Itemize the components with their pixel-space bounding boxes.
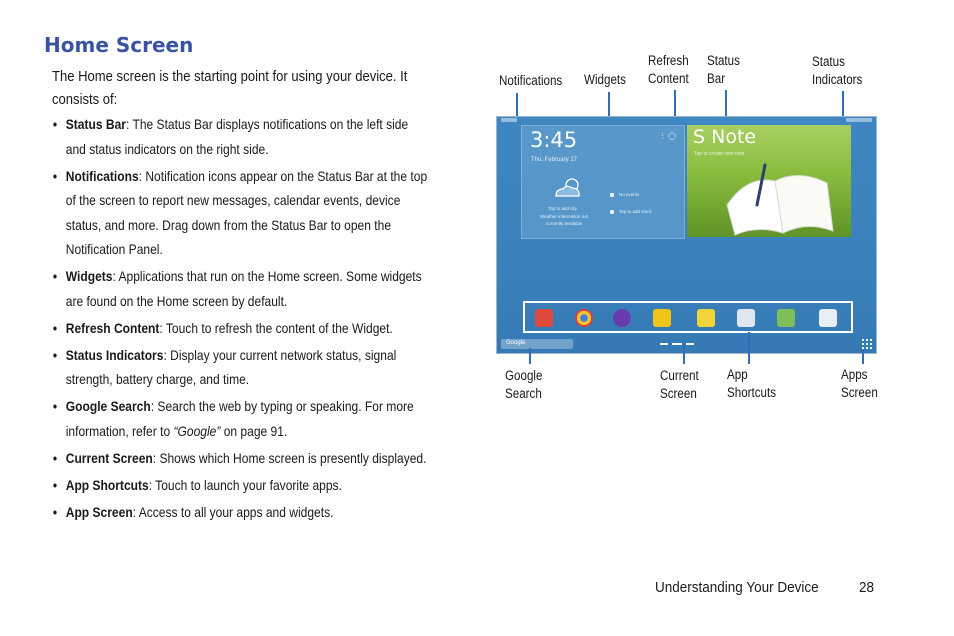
list-item bbox=[52, 473, 430, 498]
leader-line-apps-screen bbox=[862, 350, 864, 364]
callout-label: Content bbox=[648, 71, 689, 86]
list-item bbox=[52, 164, 430, 262]
callout-label: Shortcuts bbox=[727, 385, 777, 400]
stock-text: Tap to add stock bbox=[619, 209, 652, 214]
status-indicator-icons bbox=[846, 118, 872, 122]
clock-weather-widget[interactable] bbox=[521, 125, 685, 239]
weather-message: Tap to add city bbox=[548, 206, 578, 211]
callout-label: Notifications bbox=[499, 73, 563, 88]
description-tail: on page 91. bbox=[220, 422, 288, 439]
calendar-icon bbox=[610, 193, 614, 197]
page-title: Home Screen bbox=[44, 33, 194, 57]
callout-label: Screen bbox=[660, 386, 697, 401]
notification-icons bbox=[501, 118, 517, 122]
callout-label: Refresh bbox=[648, 53, 689, 68]
list-item bbox=[52, 264, 430, 313]
description: : Search the web by typing or speaking. For more information, refer to bbox=[65, 398, 414, 439]
callout-app-shortcuts bbox=[727, 366, 776, 402]
description: : Display your current network status, signal strength, battery charge, and time. bbox=[65, 346, 397, 387]
term: Status Bar bbox=[65, 116, 126, 132]
s-note-title: S Note bbox=[693, 126, 757, 148]
callout-label: Google bbox=[505, 368, 543, 383]
description: : Shows which Home screen is presently displayed. bbox=[152, 449, 427, 466]
clock-time: 3:45 bbox=[530, 128, 578, 152]
callout-label: Search bbox=[505, 386, 542, 401]
callout-label: Widgets bbox=[584, 72, 626, 87]
feature-list bbox=[52, 112, 430, 527]
term: App Shortcuts bbox=[65, 476, 149, 493]
play-music-icon[interactable] bbox=[613, 309, 631, 327]
term: Notifications bbox=[65, 167, 139, 184]
term: Google Search bbox=[65, 398, 151, 414]
leader-line-app-shortcuts bbox=[748, 332, 750, 364]
google-search-label: Google bbox=[506, 340, 526, 346]
footer-section-name: Understanding Your Device bbox=[655, 579, 819, 596]
weather-cloud-icon bbox=[552, 176, 586, 200]
list-item bbox=[52, 394, 430, 443]
leader-line-current-screen bbox=[683, 344, 685, 364]
callout-label: Indicators bbox=[812, 72, 863, 87]
description: : Applications that run on the Home screen. Some widgets are found on the Home screen by default. bbox=[65, 268, 422, 309]
list-item bbox=[52, 500, 430, 525]
footer-page-number: 28 bbox=[859, 579, 875, 596]
leader-line-status-bar bbox=[725, 90, 727, 118]
callout-label: Apps bbox=[841, 367, 868, 382]
apps-grid-icon[interactable] bbox=[862, 339, 872, 349]
description: : Touch to launch your favorite apps. bbox=[148, 476, 342, 493]
leader-line-google-search bbox=[529, 348, 531, 364]
callout-label: Status bbox=[812, 54, 845, 69]
callout-label: Screen bbox=[841, 385, 878, 400]
intro-paragraph: The Home screen is the starting point for using your device. It consists of: bbox=[52, 69, 408, 108]
refresh-icon[interactable]: ⋮ ◯ bbox=[659, 133, 676, 140]
tablet-home-screen bbox=[496, 116, 877, 354]
callout-notifications bbox=[499, 72, 562, 90]
clock-date: Thu, February 27 bbox=[531, 157, 578, 163]
leader-line-status-indicators bbox=[842, 91, 844, 118]
callout-widgets bbox=[584, 71, 626, 89]
description: : Access to all your apps and widgets. bbox=[132, 503, 334, 520]
app-shortcuts-tray bbox=[523, 301, 853, 333]
s-note-subtitle: Tap to create new note bbox=[694, 151, 745, 157]
list-item bbox=[52, 343, 430, 392]
callout-label: Current bbox=[660, 368, 699, 383]
description: : Touch to refresh the content of the Widget. bbox=[159, 319, 393, 336]
camera-icon[interactable] bbox=[737, 309, 755, 327]
weather-message: Weather information not bbox=[540, 214, 588, 219]
list-item bbox=[52, 316, 430, 341]
term: Status Indicators bbox=[65, 346, 164, 363]
notebook-image bbox=[687, 125, 851, 237]
s-note-widget[interactable] bbox=[687, 125, 851, 237]
gallery-icon[interactable] bbox=[697, 309, 715, 327]
google-search-bar[interactable] bbox=[501, 339, 573, 349]
term: Widgets bbox=[65, 268, 113, 284]
callout-status-bar bbox=[707, 52, 740, 88]
term: Refresh Content bbox=[65, 319, 160, 336]
callout-label: App bbox=[727, 367, 748, 382]
play-store-icon[interactable] bbox=[819, 309, 837, 327]
callout-label: Status bbox=[707, 53, 740, 68]
my-files-icon[interactable] bbox=[653, 309, 671, 327]
callout-status-indicators bbox=[812, 53, 862, 89]
term: App Screen bbox=[65, 503, 133, 520]
chrome-icon[interactable] bbox=[575, 309, 593, 327]
stock-icon bbox=[610, 210, 614, 214]
callout-refresh-content bbox=[648, 52, 689, 88]
callout-google-search bbox=[505, 367, 542, 403]
description: : The Status Bar displays notifications on the left side and status indicators on the right side. bbox=[65, 116, 409, 157]
status-bar bbox=[497, 117, 876, 124]
term: Current Screen bbox=[65, 449, 153, 466]
gmail-icon[interactable] bbox=[535, 309, 553, 327]
list-item bbox=[52, 446, 430, 471]
leader-line-notifications bbox=[516, 93, 518, 118]
events-text: No events bbox=[619, 192, 640, 197]
current-screen-indicator bbox=[660, 343, 700, 346]
maps-icon[interactable] bbox=[777, 309, 795, 327]
callout-apps-screen bbox=[841, 366, 878, 402]
cross-reference-link[interactable]: “Google” bbox=[173, 422, 221, 439]
description: : Notification icons appear on the Status Bar at the top of the screen to report new messages, calendar events, device status, and more. Drag down from the Status Bar to open the Notification Panel. bbox=[65, 167, 428, 257]
list-item bbox=[52, 112, 430, 161]
callout-current-screen bbox=[660, 367, 699, 403]
weather-message: currently available bbox=[546, 221, 583, 226]
callout-label: Bar bbox=[707, 71, 726, 86]
